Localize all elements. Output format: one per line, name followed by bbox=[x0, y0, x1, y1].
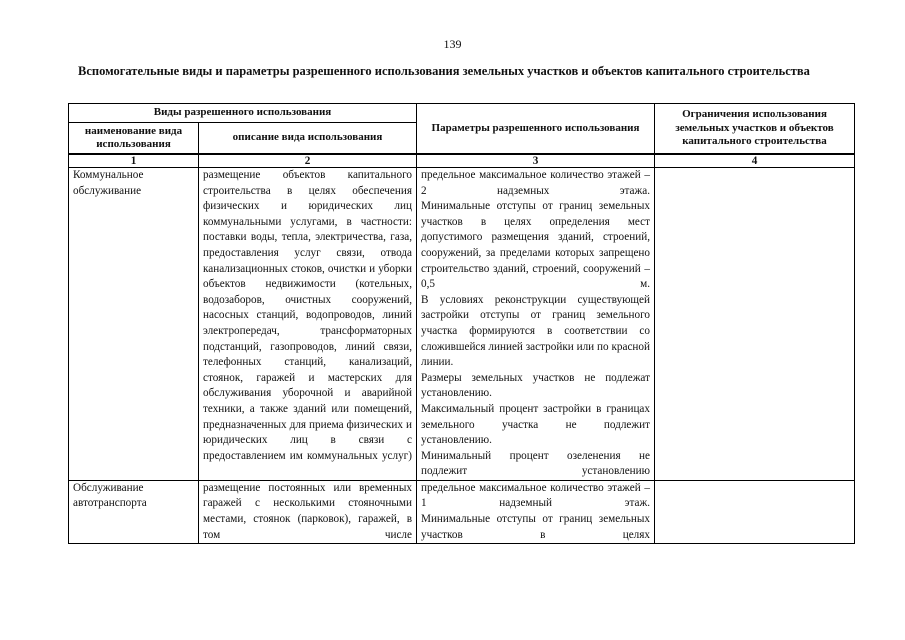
use-params-cell bbox=[417, 480, 655, 543]
param-paragraph: Минимальные отступы от границ земельных участков в целях определения мест допустимого размещения зданий, строений, сооружений, за пределами которых запрещено строительство зданий, строений, сооружений – 0,5 м. bbox=[421, 200, 650, 291]
header-params: Параметры разрешенного использования bbox=[417, 104, 655, 155]
use-description-cell: размещение постоянных или временных гаражей с несколькими стояночными местами, стоянок (парковок), гаражей, в том числе bbox=[199, 480, 417, 543]
param-paragraph: Максимальный процент застройки в границах земельного участка не подлежит установлению. bbox=[421, 402, 650, 447]
section-title: Вспомогательные виды и параметры разрешенного использования земельных участков и объектов капитального строительства bbox=[78, 64, 810, 78]
use-name-cell: Коммунальное обслуживание bbox=[69, 168, 199, 481]
param-paragraph: предельное максимальное количество этажей – 2 надземных этажа. bbox=[421, 169, 650, 197]
table-row bbox=[69, 480, 855, 543]
page-number: 139 bbox=[443, 37, 462, 51]
header-name: наименование вида использования bbox=[69, 123, 199, 155]
use-restrictions-cell bbox=[655, 480, 855, 543]
column-number: 3 bbox=[417, 154, 655, 168]
param-paragraph: В условиях реконструкции существующей застройки отступы от границ земельного участка формируются в соответствии со сложившейся линией застройки или по красной линии. bbox=[421, 293, 650, 369]
column-number-row bbox=[69, 154, 855, 168]
use-description-cell: размещение объектов капитального строительства в целях обеспечения физических и юридических лиц коммунальными услугами, в частности: поставки воды, тепла, электричества, газа, предоставления услуг связи, отвода канализационных стоков, очистки и уборки объектов недвижимости (котельных, водозаборов, очистных сооружений, насосных станций, водопроводов, линий электропередач, трансформаторных подстанций, газопроводов, линий связи, телефонных станций, канализаций, стоянок, гаражей и мастерских для обслуживания уборочной и аварийной техники, а также зданий или помещений, предназначенных для приема физических и юридических лиц в связи с предоставлением им коммунальных услуг) bbox=[199, 168, 417, 481]
usage-table-wrapper bbox=[68, 103, 855, 544]
column-number: 2 bbox=[199, 154, 417, 168]
header-group-types: Виды разрешенного использования bbox=[69, 104, 417, 123]
param-paragraph: Размеры земельных участков не подлежат установлению. bbox=[421, 371, 650, 400]
param-paragraph: Минимальные отступы от границ земельных участков в целях bbox=[421, 513, 650, 541]
header-restrictions: Ограничения использования земельных участков и объектов капитального строительства bbox=[655, 104, 855, 155]
usage-table bbox=[68, 103, 855, 544]
param-paragraph: Минимальный процент озеленения не подлежит установлению bbox=[421, 449, 650, 478]
use-name-cell: Обслуживание автотранспорта bbox=[69, 480, 199, 543]
table-row bbox=[69, 168, 855, 481]
param-paragraph: предельное максимальное количество этажей – 1 надземный этаж. bbox=[421, 481, 650, 510]
header-description: описание вида использования bbox=[199, 123, 417, 155]
column-number: 4 bbox=[655, 154, 855, 168]
use-restrictions-cell bbox=[655, 168, 855, 481]
use-params-cell bbox=[417, 168, 655, 481]
header-row-1 bbox=[69, 104, 855, 123]
column-number: 1 bbox=[69, 154, 199, 168]
